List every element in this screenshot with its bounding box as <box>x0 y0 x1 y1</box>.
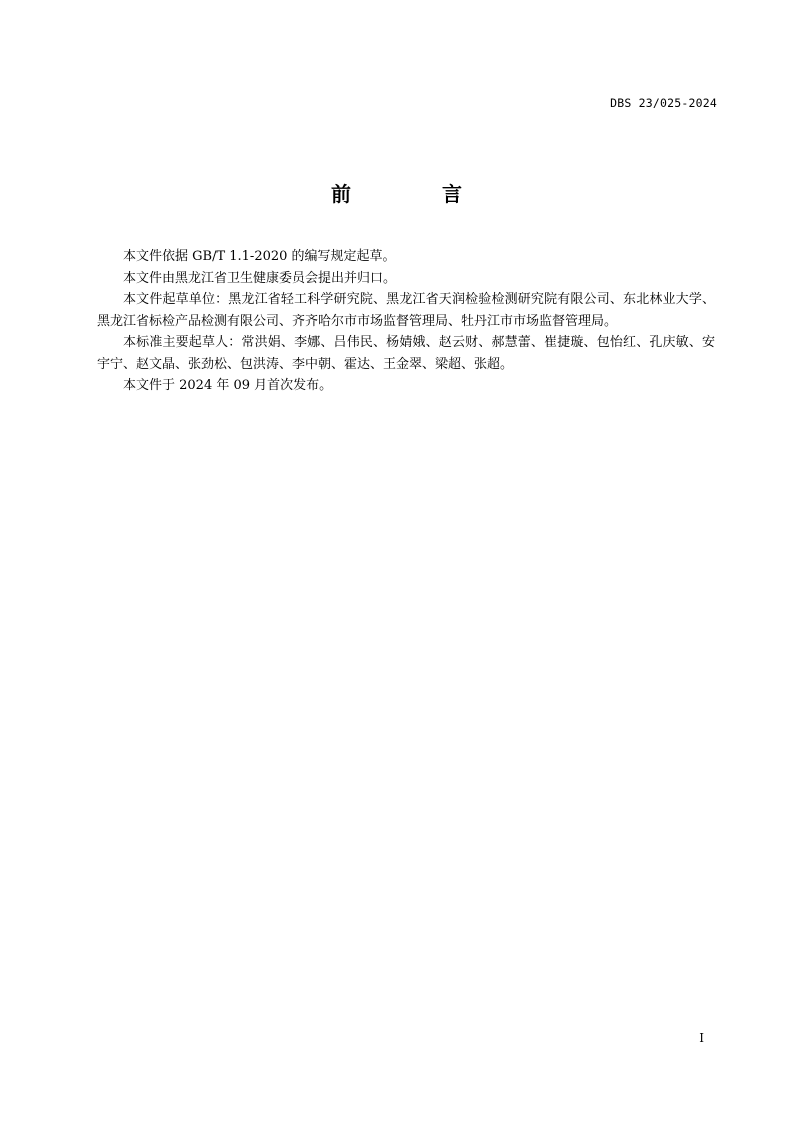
paragraph-drafting-basis: 本文件依据 GB/T 1.1-2020 的编写规定起草。 <box>123 249 396 264</box>
page-title: 前 言 <box>331 182 504 206</box>
document-body <box>97 246 715 397</box>
paragraph-drafting-units: 本文件起草单位：黑龙江省轻工科学研究院、黑龙江省天润检验检测研究院有限公司、东北林业大学、黑龙江省标检产品检测有限公司、齐齐哈尔市市场监督管理局、牡丹江市市场监督管理局。 <box>97 292 715 329</box>
paragraph-proposer: 本文件由黑龙江省卫生健康委员会提出并归口。 <box>123 270 397 286</box>
paragraph-drafters: 本标准主要起草人：常洪娟、李娜、吕伟民、杨婧娥、赵云财、郝慧蕾、崔捷璇、包怡红、孔庆敏、安宇宁、赵文晶、张劲松、包洪涛、李中朝、霍达、王金翠、梁超、张超。 <box>97 335 715 372</box>
standard-code: DBS 23/025-2024 <box>610 96 717 110</box>
page-number: I <box>699 1031 704 1045</box>
paragraph-release: 本文件于 2024 年 09 月首次发布。 <box>123 378 333 393</box>
